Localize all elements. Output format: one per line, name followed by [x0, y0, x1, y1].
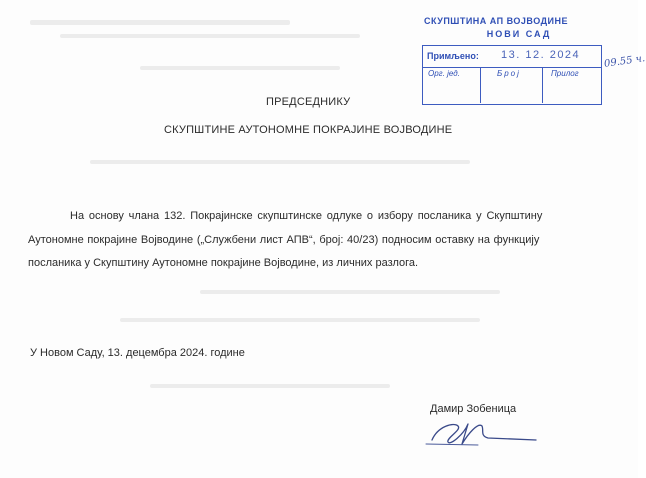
stamp-column-label: Број: [497, 69, 521, 78]
stamp-received-label: Примљено:: [427, 51, 479, 61]
stamp-column-label: Прилог: [551, 69, 579, 78]
stamp-column-attachment: [543, 68, 600, 103]
handwritten-signature: [418, 414, 543, 448]
show-through-mark: [30, 20, 290, 25]
place-and-date: У Новом Саду, 13. децембра 2024. године: [30, 347, 245, 359]
show-through-mark: [200, 290, 500, 294]
addressee-line-2: СКУПШТИНЕ АУТОНОМНЕ ПОКРАЈИНЕ ВОЈВОДИНЕ: [164, 124, 453, 136]
received-stamp: [422, 12, 646, 110]
stamp-column-number: [481, 68, 543, 103]
stamp-column-org: [423, 68, 481, 103]
stamp-box: [422, 45, 602, 105]
stamp-received-date: 13. 12. 2024: [501, 49, 581, 61]
stamp-received-row: [423, 46, 601, 68]
stamp-column-label: Орг. јед.: [428, 69, 460, 78]
signer-name: Дамир Зобеница: [430, 403, 517, 415]
body-line-3: посланика у Скупштину Аутономне покрајине Војводине, из личних разлога.: [28, 257, 419, 269]
addressee-line-1: ПРЕДСЕДНИКУ: [266, 96, 351, 108]
show-through-mark: [150, 384, 390, 388]
show-through-mark: [140, 66, 340, 70]
stamp-handwritten-time: 09.55 ч.: [603, 53, 646, 70]
body-line-1: На основу члана 132. Покрајинске скупштинске одлуке о избору посланика у Скупштину: [70, 210, 543, 222]
show-through-mark: [90, 160, 470, 164]
stamp-organization: СКУПШТИНА АП ВОЈВОДИНЕ: [424, 16, 568, 26]
stamp-city: НОВИ САД: [486, 29, 552, 39]
body-line-2: Аутономне покрајине Војводине („Службени лист АПВ“, број: 40/23) подносим оставку на функцију: [28, 233, 540, 246]
show-through-mark: [120, 318, 480, 322]
body-paragraph: [28, 205, 603, 276]
show-through-mark: [60, 34, 360, 38]
